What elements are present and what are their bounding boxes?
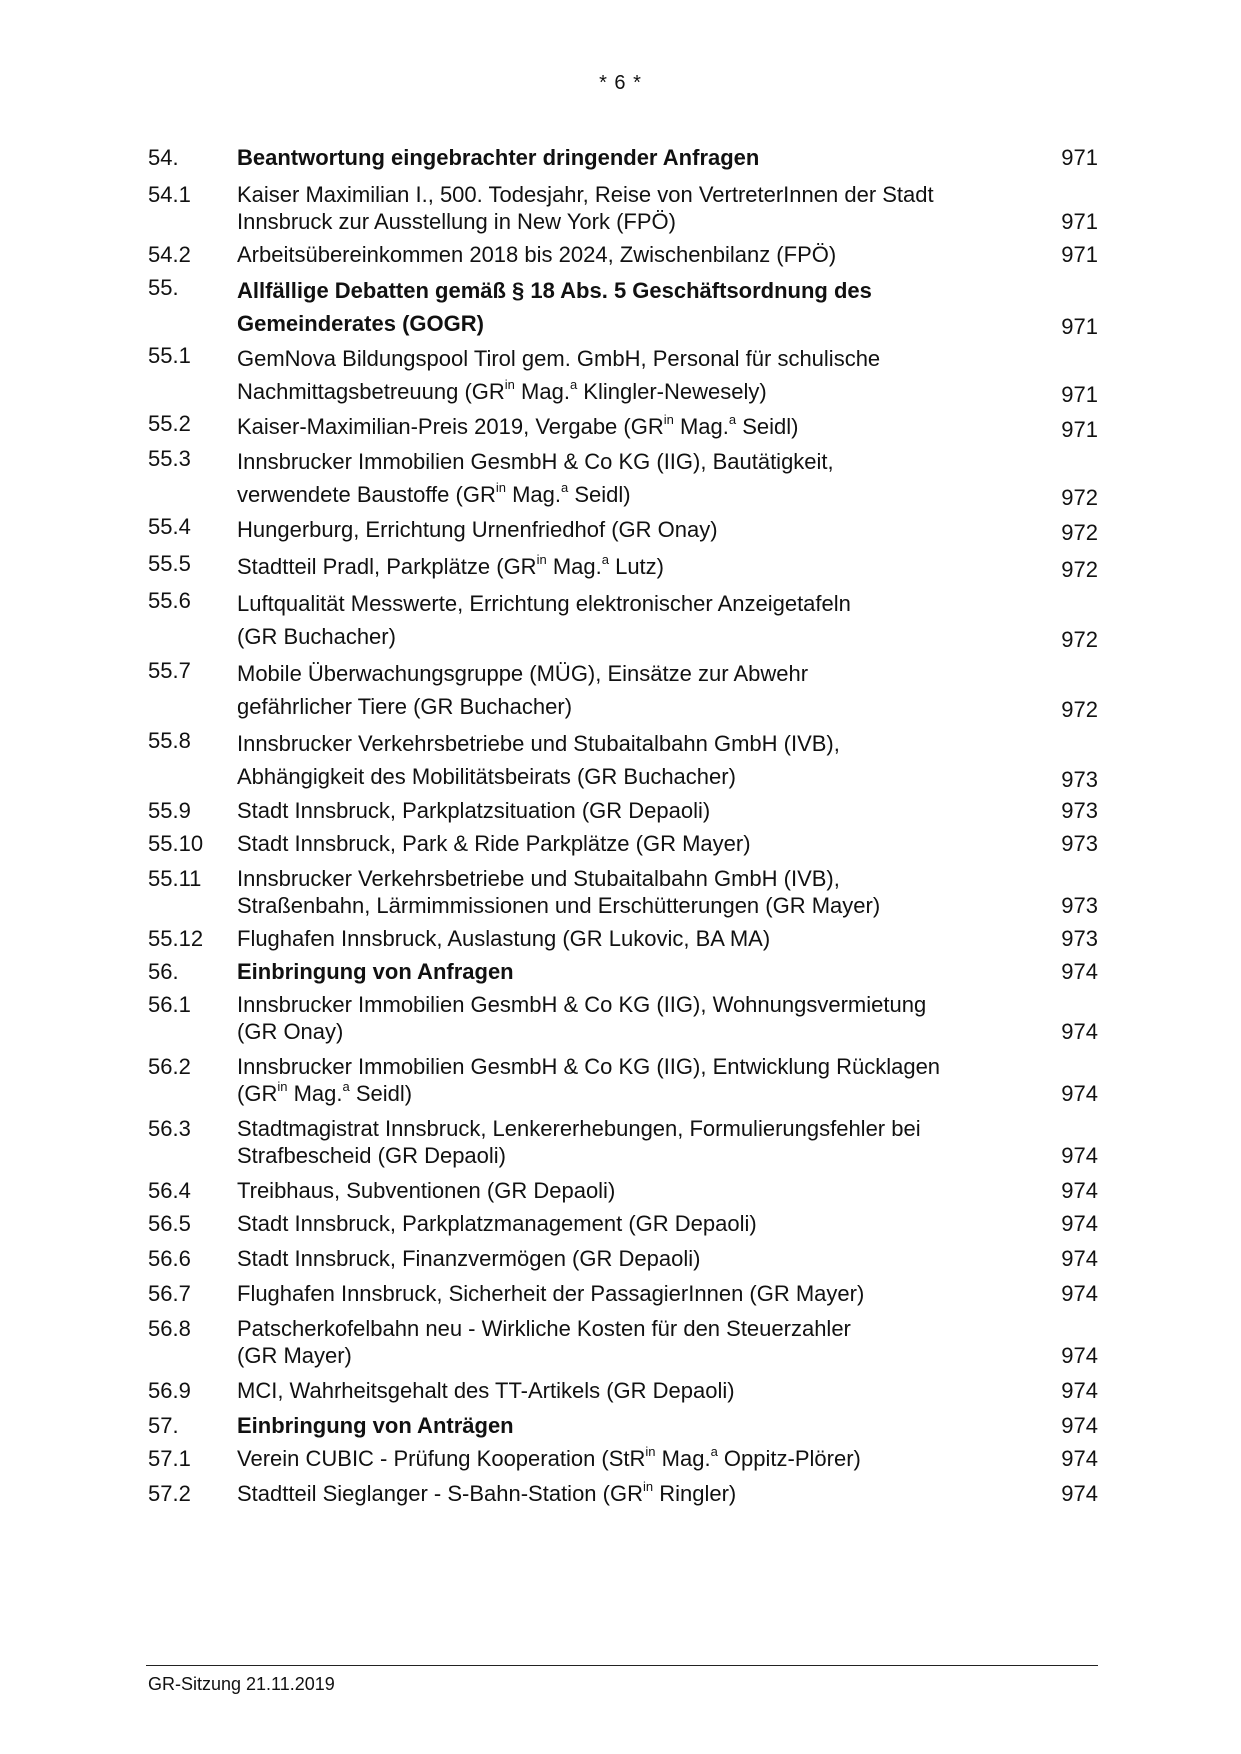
toc-entry	[148, 797, 1098, 824]
toc-entry-title-line: Innsbrucker Immobilien GesmbH & Co KG (IIG), Entwicklung Rücklagen	[237, 1054, 941, 1079]
toc-entry-title	[237, 1245, 1038, 1272]
toc-entry-number: 56.9	[148, 1378, 191, 1403]
toc-entry-title-line: ($GR^{in}$ Mag.$^a$ Seidl)	[237, 1078, 413, 1106]
toc-entry-number: 57.1	[148, 1446, 191, 1471]
toc-entry-number: 56.7	[148, 1281, 191, 1306]
toc-entry-page: 971	[1061, 382, 1098, 407]
toc-entry-title-line: Innsbruck zur Ausstellung in New York (FPÖ)	[237, 209, 676, 234]
toc-entry-title	[237, 925, 1038, 952]
toc-entry-title-line: Stadt Innsbruck, Park & Ride Parkplätze (GR Mayer)	[237, 831, 751, 856]
toc-entry-title	[237, 865, 1038, 919]
toc-entry-number: 54.	[148, 145, 179, 170]
toc-entry-page: 972	[1061, 520, 1098, 545]
toc-entry-title-line: Allfällige Debatten gemäß § 18 Abs. 5 Geschäftsordnung des	[237, 278, 872, 303]
toc-entry-number: 57.2	[148, 1481, 191, 1506]
toc-entry-title	[237, 1053, 1038, 1107]
toc-entry-title-line: Innsbrucker Immobilien GesmbH & Co KG (IIG), Bautätigkeit,	[237, 449, 834, 474]
toc-entry-number: 55.11	[148, 866, 202, 891]
toc-entry-title-line: (GR Buchacher)	[237, 624, 396, 649]
toc-entry-title-line: Arbeitsübereinkommen 2018 bis 2024, Zwischenbilanz (FPÖ)	[237, 242, 837, 267]
toc-entry-title-line: Stadtmagistrat Innsbruck, Lenkererhebungen, Formulierungsfehler bei	[237, 1116, 921, 1141]
toc-entry-page: 973	[1061, 767, 1098, 792]
toc-entry-title-line: Innsbrucker Verkehrsbetriebe und Stubaitalbahn GmbH (IVB),	[237, 731, 840, 756]
toc-entry-title	[237, 657, 1038, 723]
toc-entry-number: 55.9	[148, 798, 191, 823]
toc-entry	[148, 1480, 1098, 1507]
toc-entry-title-line: Stadt Innsbruck, Parkplatzmanagement (GR Depaoli)	[237, 1211, 757, 1236]
toc-entry-title-line: Mobile Überwachungsgruppe (MÜG), Einsätze zur Abwehr	[237, 661, 809, 686]
toc-entry-title-line: Flughafen Innsbruck, Auslastung (GR Lukovic, BA MA)	[237, 926, 771, 951]
toc-entry-title	[237, 991, 1038, 1045]
toc-entry	[148, 513, 1098, 546]
toc-entry-number: 56.4	[148, 1178, 191, 1203]
toc-entry-title-line: MCI, Wahrheitsgehalt des TT-Artikels (GR Depaoli)	[237, 1378, 735, 1403]
toc-entry	[148, 1377, 1098, 1404]
toc-entry-title-line: Stadtteil Sieglanger - S-Bahn-Station ($GR^{in}$ Ringler)	[237, 1478, 737, 1506]
toc-entry-number: 55.3	[148, 446, 191, 471]
toc-entry	[148, 342, 1098, 408]
toc-entry	[148, 241, 1098, 268]
toc-entry-title	[237, 550, 1038, 583]
footer-divider	[146, 1665, 1098, 1666]
toc-entry	[148, 410, 1098, 443]
toc-entry-title-line: Einbringung von Anfragen	[237, 959, 514, 984]
toc-entry-title	[237, 1377, 1038, 1404]
toc-entry-page: 974	[1061, 1143, 1098, 1168]
toc-entry-title-line: Strafbescheid (GR Depaoli)	[237, 1143, 507, 1168]
toc-entry-title-line: Kaiser-Maximilian-Preis 2019, Vergabe ($GR^{in}$ Mag.$^a$ Seidl)	[237, 411, 799, 439]
toc-entry	[148, 550, 1098, 583]
toc-entry	[148, 925, 1098, 952]
toc-entry-number: 55.6	[148, 588, 191, 613]
toc-entry-title-line: Einbringung von Anträgen	[237, 1413, 514, 1438]
toc-entry-title	[237, 181, 1038, 235]
toc-entry-title	[237, 342, 1038, 408]
toc-entry-title-line: Gemeinderates (GOGR)	[237, 311, 484, 336]
toc-entry	[148, 274, 1098, 340]
toc-entry-page: 973	[1061, 798, 1098, 823]
toc-entry-number: 55.8	[148, 728, 191, 753]
toc-entry-page: 973	[1061, 893, 1098, 918]
toc-entry-title	[237, 1445, 1038, 1472]
toc-entry-page: 973	[1061, 926, 1098, 951]
toc-entry-number: 55.10	[148, 831, 204, 856]
toc-entry-title	[237, 1280, 1038, 1307]
toc-entry-number: 56.5	[148, 1211, 191, 1236]
toc-entry	[148, 727, 1098, 793]
toc-entry-title-line: Patscherkofelbahn neu - Wirkliche Kosten für den Steuerzahler	[237, 1316, 851, 1341]
toc-entry-title-line: Verein CUBIC - Prüfung Kooperation (StR$^{in}$ Mag.$^a$ Oppitz-Plörer)	[237, 1443, 861, 1471]
toc-entry-number: 56.3	[148, 1116, 191, 1141]
toc-entry-title	[237, 830, 1038, 857]
toc-entry-page: 974	[1061, 1019, 1098, 1044]
toc-entry-title-line: GemNova Bildungspool Tirol gem. GmbH, Personal für schulische	[237, 346, 881, 371]
toc-entry-title-line: Stadtteil Pradl, Parkplätze ($GR^{in}$ Mag.$^a$ Lutz)	[237, 551, 664, 579]
toc-entry-number: 56.	[148, 959, 179, 984]
toc-entry	[148, 445, 1098, 511]
toc-entry-number: 55.7	[148, 658, 191, 683]
toc-entry-number: 55.12	[148, 926, 204, 951]
toc-entry-title-line: Innsbrucker Immobilien GesmbH & Co KG (IIG), Wohnungsvermietung	[237, 992, 927, 1017]
table-of-contents	[148, 144, 1098, 1507]
toc-entry	[148, 1412, 1098, 1439]
toc-entry-title	[237, 958, 1038, 985]
toc-entry-page: 974	[1061, 1343, 1098, 1368]
toc-entry-page: 974	[1061, 1281, 1098, 1306]
toc-entry-title	[237, 241, 1038, 268]
toc-entry-page: 974	[1061, 1413, 1098, 1438]
toc-entry-title	[237, 1412, 1038, 1439]
toc-entry	[148, 1245, 1098, 1272]
toc-entry-title	[237, 727, 1038, 793]
toc-entry-page: 972	[1061, 485, 1098, 510]
toc-entry-title-line: (GR Onay)	[237, 1019, 344, 1044]
toc-entry-page: 974	[1061, 1211, 1098, 1236]
toc-entry	[148, 865, 1098, 919]
toc-entry	[148, 657, 1098, 723]
toc-entry-title	[237, 445, 1038, 511]
toc-entry	[148, 1315, 1098, 1369]
toc-entry-number: 57.	[148, 1413, 179, 1438]
toc-entry	[148, 1115, 1098, 1169]
toc-entry-page: 973	[1061, 831, 1098, 856]
toc-entry	[148, 1445, 1098, 1472]
toc-entry-title-line: gefährlicher Tiere (GR Buchacher)	[237, 694, 573, 719]
toc-entry	[148, 587, 1098, 653]
toc-entry-title-line: Hungerburg, Errichtung Urnenfriedhof (GR Onay)	[237, 517, 718, 542]
toc-entry-page: 974	[1061, 1178, 1098, 1203]
toc-entry-title-line: Abhängigkeit des Mobilitätsbeirats (GR Buchacher)	[237, 764, 736, 789]
toc-entry-number: 56.2	[148, 1054, 191, 1079]
toc-entry-page: 974	[1061, 1481, 1098, 1506]
toc-entry-page: 972	[1061, 697, 1098, 722]
toc-entry-title	[237, 1210, 1038, 1237]
toc-entry	[148, 991, 1098, 1045]
toc-entry-number: 55.4	[148, 514, 191, 539]
toc-entry-number: 54.1	[148, 182, 191, 207]
toc-entry-title	[237, 587, 1038, 653]
toc-entry-title	[237, 1480, 1038, 1507]
toc-entry-title-line: Kaiser Maximilian I., 500. Todesjahr, Reise von VertreterInnen der Stadt	[237, 182, 934, 207]
toc-entry-title-line: verwendete Baustoffe ($GR^{in}$ Mag.$^a$ Seidl)	[237, 479, 631, 507]
toc-entry-page: 972	[1061, 627, 1098, 652]
toc-entry	[148, 958, 1098, 985]
toc-entry-title-line: Stadt Innsbruck, Finanzvermögen (GR Depaoli)	[237, 1246, 701, 1271]
toc-entry-title-line: Straßenbahn, Lärmimmissionen und Erschütterungen (GR Mayer)	[237, 893, 881, 918]
toc-entry-title-line: Nachmittagsbetreuung ($GR^{in}$ Mag.$^a$ Klingler-Newesely)	[237, 376, 767, 404]
toc-entry	[148, 830, 1098, 857]
toc-entry-page: 971	[1061, 145, 1098, 170]
toc-entry-page: 971	[1061, 209, 1098, 234]
toc-entry-title	[237, 797, 1038, 824]
toc-entry-page: 974	[1061, 1378, 1098, 1403]
toc-entry	[148, 1280, 1098, 1307]
toc-entry-title-line: Stadt Innsbruck, Parkplatzsituation (GR Depaoli)	[237, 798, 711, 823]
toc-entry-page: 974	[1061, 1246, 1098, 1271]
toc-entry-page: 971	[1061, 242, 1098, 267]
toc-entry-title-line: Treibhaus, Subventionen (GR Depaoli)	[237, 1178, 616, 1203]
toc-entry-number: 56.6	[148, 1246, 191, 1271]
toc-entry-page: 974	[1061, 1081, 1098, 1106]
toc-entry-title	[237, 274, 1038, 340]
toc-entry-title	[237, 1315, 1038, 1369]
toc-entry	[148, 1177, 1098, 1204]
toc-entry-title	[237, 1115, 1038, 1169]
toc-entry-title-line: Beantwortung eingebrachter dringender Anfragen	[237, 145, 760, 170]
toc-entry-title-line: Innsbrucker Verkehrsbetriebe und Stubaitalbahn GmbH (IVB),	[237, 866, 840, 891]
toc-entry-page: 974	[1061, 959, 1098, 984]
footer-session-date: GR-Sitzung 21.11.2019	[148, 1674, 335, 1694]
toc-entry-title-line: Flughafen Innsbruck, Sicherheit der PassagierInnen (GR Mayer)	[237, 1281, 865, 1306]
page-number: * 6 *	[599, 72, 642, 94]
toc-entry-number: 55.1	[148, 343, 191, 368]
toc-entry-page: 971	[1061, 417, 1098, 442]
toc-entry-number: 56.8	[148, 1316, 191, 1341]
toc-entry-number: 55.5	[148, 551, 191, 576]
toc-entry-page: 974	[1061, 1446, 1098, 1471]
toc-entry	[148, 1210, 1098, 1237]
toc-entry-title	[237, 513, 1038, 546]
toc-entry-number: 54.2	[148, 242, 191, 267]
toc-entry-title-line: (GR Mayer)	[237, 1343, 352, 1368]
toc-entry-number: 55.	[148, 275, 179, 300]
toc-entry-number: 55.2	[148, 411, 191, 436]
toc-entry-page: 971	[1061, 314, 1098, 339]
toc-entry	[148, 1053, 1098, 1107]
toc-entry-page: 972	[1061, 557, 1098, 582]
toc-entry-title	[237, 1177, 1038, 1204]
toc-entry	[148, 144, 1098, 171]
toc-entry-title-line: Luftqualität Messwerte, Errichtung elektronischer Anzeigetafeln	[237, 591, 851, 616]
toc-entry-title	[237, 410, 1038, 443]
toc-entry-number: 56.1	[148, 992, 191, 1017]
toc-entry	[148, 181, 1098, 235]
toc-entry-title	[237, 144, 1038, 171]
